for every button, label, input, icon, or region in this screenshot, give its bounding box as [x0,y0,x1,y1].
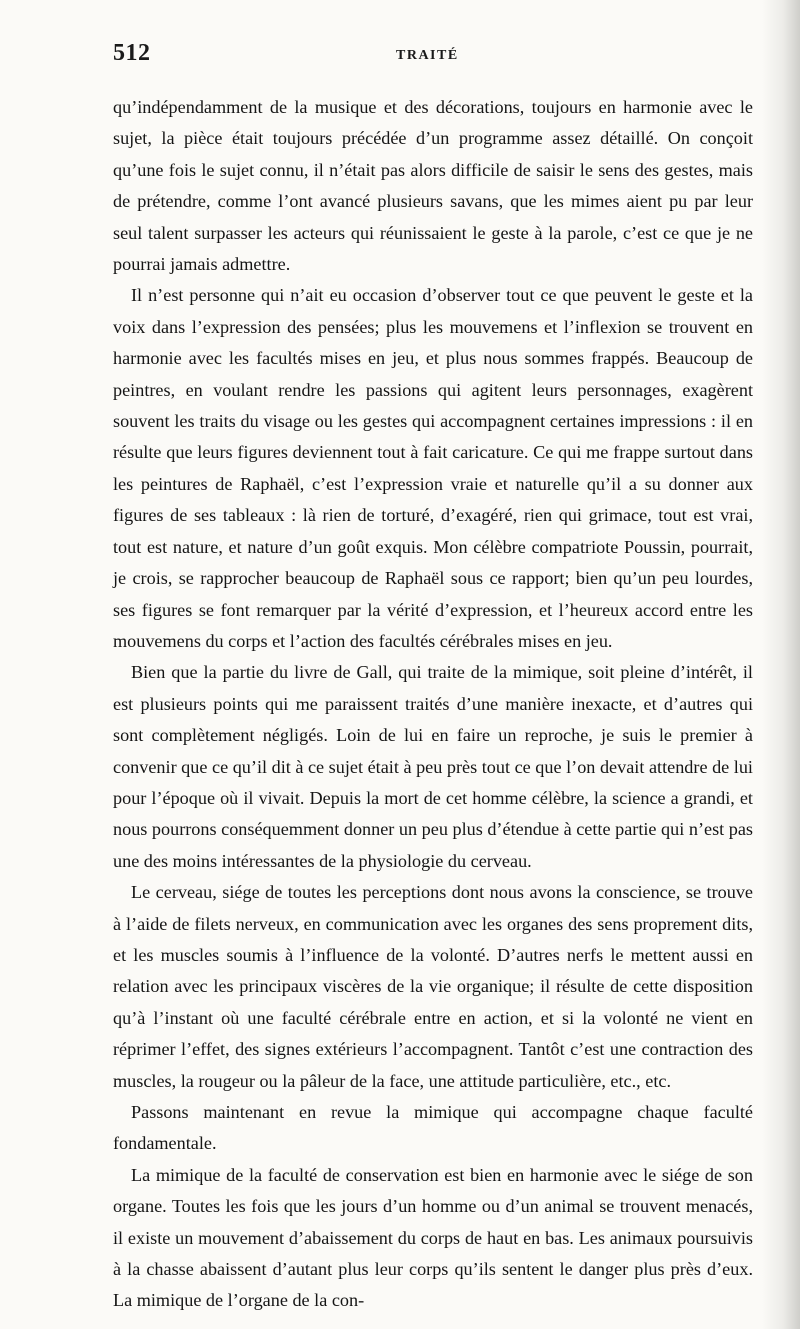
paragraph: La mimique de la faculté de conservation est bien en harmonie avec le siége de son organe. Toutes les fois que les jours d’un homme ou d’un animal se trouvent menacés, il existe un mouvement d’abaissement du corps de haut en bas. Les animaux poursuivis à la chasse abaissent d’autant plus leur corps qu’ils sentent le danger plus près d’eux. La mimique de l’organe de la con- [113,1164,753,1311]
paragraph: Il n’est personne qui n’ait eu occasion d’observer tout ce que peuvent le geste et la voix dans l’expression des pensées; plus les mouvemens et l’inflexion se trouvent en harmonie avec les facultés mises en jeu, et plus nous sommes frappés. Beaucoup de peintres, en voulant rendre les passions qui agitent leurs personnages, exagèrent souvent les traits du visage ou les gestes qui accompagnent certaines impressions : il en résulte que leurs figures deviennent tout à fait caricature. Ce qui me frappe surtout dans les peintures de Raphaël, c’est l’expression vraie et naturelle qu’il a su donner aux figures de ses tableaux : là rien de torturé, d’exagéré, rien qui grimace, tout est vrai, tout est nature, et nature d’un goût exquis. Mon célèbre compatriote Poussin, pourrait, je crois, se rapprocher beaucoup de Raphaël sous ce rapport; bien qu’un peu lourdes, ses figures se font remarquer par la vérité d’expression, et l’heureux accord entre les mouvemens du corps et l’action des facultés cérébrales mises en jeu. [113,285,753,651]
page-edge-shadow [762,0,800,1329]
page-number: 512 [113,40,151,66]
paragraph: Passons maintenant en revue la mimique qui accompagne chaque faculté fondamentale. [113,1102,753,1154]
paragraph: Le cerveau, siége de toutes les perceptions dont nous avons la conscience, se trouve à l’aide de filets nerveux, en communication avec les organes des sens proprement dits, et les muscles soumis à l’influence de la volonté. D’autres nerfs le mettent aussi en relation avec les principaux viscères de la vie organique; il résulte de cette disposition qu’à l’instant où une faculté cérébrale entre en action, et si la volonté ne vient en réprimer l’effet, des signes extérieurs l’accompagnent. Tantôt c’est une contraction des muscles, la rougeur ou la pâleur de la face, une attitude particulière, etc., etc. [113,882,753,1091]
running-head: TRAITÉ [396,48,459,63]
paragraph-continued: qu’indépendamment de la musique et des décorations, toujours en harmonie avec le sujet, la pièce était toujours précédée d’un programme assez détaillé. On conçoit qu’une fois le sujet connu, il n’était pas alors difficile de saisir le sens des gestes, mais de prétendre, comme l’ont avancé plusieurs savans, que les mimes aient pu par leur seul talent surpasser les acteurs qui réunissaient le geste à la parole, c’est ce que je ne pourrai jamais admettre. [113,97,753,275]
paragraph: Bien que la partie du livre de Gall, qui traite de la mimique, soit pleine d’intérêt, il est plusieurs points qui me paraissent traités d’une manière inexacte, et d’autres qui sont complètement négligés. Loin de lui en faire un reproche, je suis le premier à convenir que ce qu’il dit à ce sujet était à peu près tout ce que l’on devait attendre de lui pour l’époque où il vivait. Depuis la mort de cet homme célèbre, la science a grandi, et nous pourrons conséquemment donner un peu plus d’étendue à cette partie qui n’est pas une des moins intéressantes de la physiologie du cerveau. [113,662,753,871]
page-header [113,40,728,80]
body-text [113,92,753,1317]
